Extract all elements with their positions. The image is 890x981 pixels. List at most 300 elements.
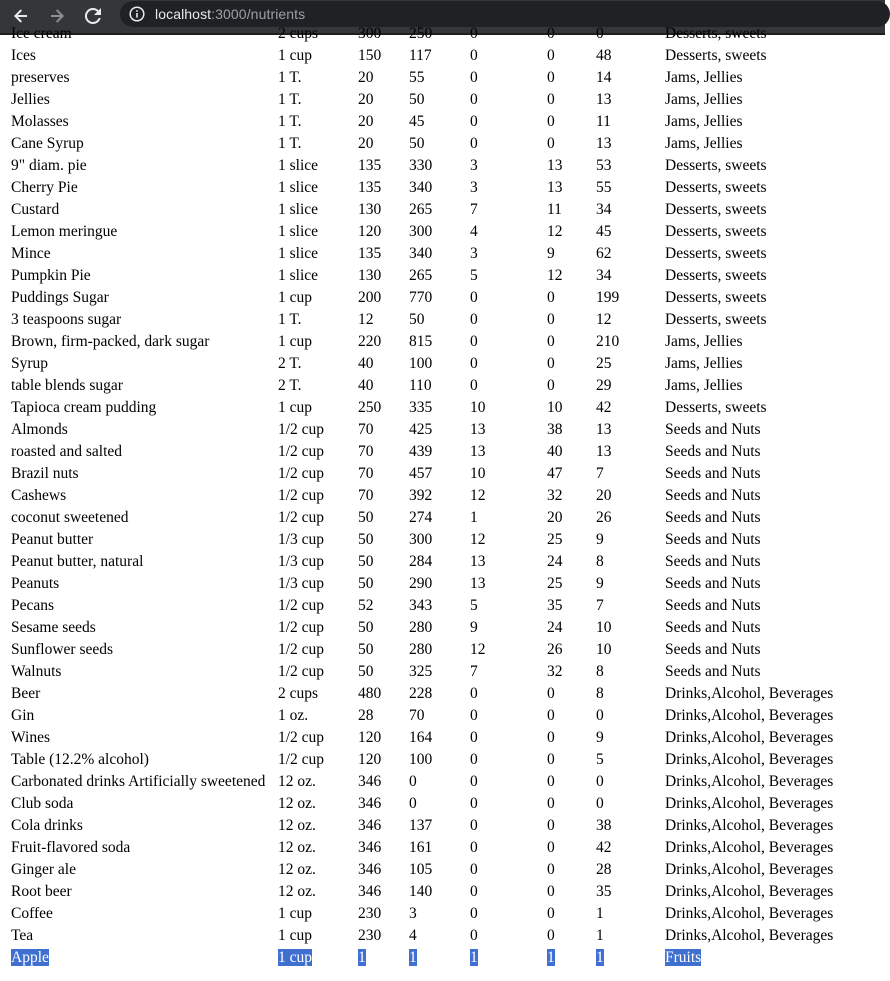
carbs-text: 5	[596, 751, 604, 768]
cell-carbs	[595, 156, 662, 176]
table-row[interactable]	[10, 420, 834, 440]
cell-fat	[546, 90, 593, 110]
grams-text: 20	[358, 113, 374, 130]
table-row[interactable]	[10, 310, 834, 330]
table-row-selected[interactable]	[10, 948, 834, 968]
grams-text: 130	[358, 267, 382, 284]
cell-protein	[469, 464, 544, 484]
measure-text: 1 cup	[278, 47, 313, 64]
cell-carbs	[595, 904, 662, 924]
fat-text: 9	[547, 245, 555, 262]
cell-carbs	[595, 178, 662, 198]
cell-protein	[469, 442, 544, 462]
calories-text: 70	[409, 707, 425, 724]
category-text: Drinks,Alcohol, Beverages	[665, 927, 834, 944]
grams-text: 50	[358, 641, 374, 658]
measure-text: 12 oz.	[278, 839, 316, 856]
cell-food-name	[10, 178, 275, 198]
grams-text: 346	[358, 817, 382, 834]
cell-fat	[546, 376, 593, 396]
table-row[interactable]	[10, 442, 834, 462]
cell-calories	[408, 200, 467, 220]
cell-fat	[546, 200, 593, 220]
measure-text: 1/2 cup	[278, 663, 325, 680]
cell-calories	[408, 266, 467, 286]
table-row[interactable]	[10, 662, 834, 682]
table-row[interactable]	[10, 772, 834, 792]
measure-text: 1 cup	[278, 905, 313, 922]
cell-food-name	[10, 552, 275, 572]
cell-food-name	[10, 200, 275, 220]
calories-text: 457	[409, 465, 433, 482]
cell-carbs	[595, 816, 662, 836]
cell-calories	[408, 772, 467, 792]
fat-text: 0	[547, 355, 555, 372]
table-row[interactable]	[10, 68, 834, 88]
measure-text: 1 T.	[278, 113, 302, 130]
cell-grams	[357, 442, 406, 462]
cell-grams	[357, 640, 406, 660]
table-row[interactable]	[10, 46, 834, 66]
table-row[interactable]	[10, 354, 834, 374]
table-row[interactable]	[10, 838, 834, 858]
grams-text: 200	[358, 289, 382, 306]
food-name-text: Peanut butter, natural	[11, 553, 144, 570]
cell-measure	[277, 244, 355, 264]
grams-text: 346	[358, 773, 382, 790]
cell-calories	[408, 376, 467, 396]
cell-food-name	[10, 772, 275, 792]
cell-grams	[357, 750, 406, 770]
cell-fat	[546, 354, 593, 374]
calories-text: 0	[409, 773, 417, 790]
cell-calories	[408, 178, 467, 198]
cell-calories	[408, 354, 467, 374]
carbs-text: 0	[596, 795, 604, 812]
cell-carbs	[595, 794, 662, 814]
carbs-text: 55	[596, 179, 612, 196]
protein-text: 0	[470, 69, 478, 86]
fat-text: 0	[547, 25, 555, 42]
calories-text: 110	[409, 377, 432, 394]
cell-category	[664, 266, 834, 286]
table-row[interactable]	[10, 244, 834, 264]
protein-text: 0	[470, 751, 478, 768]
protein-text: 5	[470, 597, 478, 614]
cell-food-name	[10, 508, 275, 528]
cell-carbs	[595, 68, 662, 88]
table-row[interactable]	[10, 508, 834, 528]
calories-text: 100	[409, 751, 433, 768]
cell-protein	[469, 332, 544, 352]
grams-text: 40	[358, 377, 374, 394]
cell-protein	[469, 420, 544, 440]
cell-grams	[357, 948, 406, 968]
calories-text: 343	[409, 597, 433, 614]
table-row[interactable]	[10, 156, 834, 176]
cell-protein	[469, 882, 544, 902]
carbs-text: 0	[596, 25, 604, 42]
food-name-text: Cherry Pie	[11, 179, 78, 196]
cell-food-name	[10, 156, 275, 176]
food-name-text: 9" diam. pie	[11, 157, 87, 174]
grams-text: 120	[358, 729, 382, 746]
calories-text: 290	[409, 575, 433, 592]
grams-text: 130	[358, 201, 382, 218]
cell-carbs	[595, 24, 662, 44]
calories-text: 1	[409, 949, 417, 966]
cell-carbs	[595, 508, 662, 528]
cell-protein	[469, 640, 544, 660]
carbs-text: 7	[596, 597, 604, 614]
measure-text: 1/2 cup	[278, 465, 325, 482]
cell-measure	[277, 552, 355, 572]
cell-measure	[277, 904, 355, 924]
food-name-text: Gin	[11, 707, 35, 724]
cell-food-name	[10, 442, 275, 462]
cell-measure	[277, 882, 355, 902]
cell-protein	[469, 156, 544, 176]
cell-fat	[546, 222, 593, 242]
grams-text: 12	[358, 311, 374, 328]
url-path: :3000/nutrients	[211, 6, 306, 22]
cell-calories	[408, 486, 467, 506]
category-text: Jams, Jellies	[665, 113, 743, 130]
food-name-text: Almonds	[11, 421, 68, 438]
cell-category	[664, 112, 834, 132]
cell-measure	[277, 288, 355, 308]
table-row[interactable]	[10, 574, 834, 594]
table-row[interactable]	[10, 376, 834, 396]
carbs-text: 62	[596, 245, 612, 262]
protein-text: 0	[470, 47, 478, 64]
table-row[interactable]	[10, 24, 834, 44]
table-row[interactable]	[10, 486, 834, 506]
cell-fat	[546, 596, 593, 616]
cell-grams	[357, 794, 406, 814]
food-name-text: Custard	[11, 201, 60, 218]
fat-text: 0	[547, 135, 555, 152]
grams-text: 1	[358, 949, 366, 966]
table-row[interactable]	[10, 222, 834, 242]
measure-text: 1 slice	[278, 245, 319, 262]
table-row[interactable]	[10, 706, 834, 726]
protein-text: 0	[470, 927, 478, 944]
cell-protein	[469, 838, 544, 858]
protein-text: 3	[470, 157, 478, 174]
cell-protein	[469, 46, 544, 66]
table-row[interactable]	[10, 266, 834, 286]
cell-fat	[546, 882, 593, 902]
cell-calories	[408, 640, 467, 660]
cell-protein	[469, 24, 544, 44]
table-row[interactable]	[10, 904, 834, 924]
grams-text: 40	[358, 355, 374, 372]
calories-text: 770	[409, 289, 433, 306]
protein-text: 0	[470, 135, 478, 152]
grams-text: 120	[358, 751, 382, 768]
food-name-text: Sesame seeds	[11, 619, 96, 636]
measure-text: 1/2 cup	[278, 729, 325, 746]
fat-text: 20	[547, 509, 563, 526]
cell-measure	[277, 926, 355, 946]
cell-food-name	[10, 574, 275, 594]
cell-food-name	[10, 860, 275, 880]
table-row[interactable]	[10, 618, 834, 638]
cell-food-name	[10, 684, 275, 704]
cell-calories	[408, 728, 467, 748]
table-row[interactable]	[10, 926, 834, 946]
cell-protein	[469, 684, 544, 704]
cell-category	[664, 552, 834, 572]
calories-text: 117	[409, 47, 432, 64]
category-text: Drinks,Alcohol, Beverages	[665, 729, 834, 746]
measure-text: 1/2 cup	[278, 487, 325, 504]
grams-text: 28	[358, 707, 374, 724]
cell-measure	[277, 134, 355, 154]
table-row[interactable]	[10, 112, 834, 132]
category-text: Fruits	[665, 949, 702, 966]
cell-fat	[546, 288, 593, 308]
cell-food-name	[10, 332, 275, 352]
cell-carbs	[595, 684, 662, 704]
food-name-text: roasted and salted	[11, 443, 123, 460]
page-content	[0, 25, 885, 981]
cell-fat	[546, 640, 593, 660]
cell-category	[664, 508, 834, 528]
carbs-text: 1	[596, 927, 604, 944]
category-text: Drinks,Alcohol, Beverages	[665, 751, 834, 768]
grams-text: 20	[358, 91, 374, 108]
table-row[interactable]	[10, 596, 834, 616]
grams-text: 52	[358, 597, 374, 614]
protein-text: 0	[470, 839, 478, 856]
category-text: Seeds and Nuts	[665, 553, 761, 570]
cell-measure	[277, 486, 355, 506]
cell-calories	[408, 90, 467, 110]
cell-fat	[546, 486, 593, 506]
cell-food-name	[10, 750, 275, 770]
cell-carbs	[595, 222, 662, 242]
cell-carbs	[595, 332, 662, 352]
category-text: Seeds and Nuts	[665, 465, 761, 482]
table-row[interactable]	[10, 332, 834, 352]
cell-calories	[408, 838, 467, 858]
calories-text: 300	[409, 531, 433, 548]
table-row[interactable]	[10, 640, 834, 660]
cell-category	[664, 926, 834, 946]
cell-calories	[408, 332, 467, 352]
cell-fat	[546, 46, 593, 66]
cell-food-name	[10, 816, 275, 836]
cell-category	[664, 68, 834, 88]
cell-category	[664, 46, 834, 66]
cell-protein	[469, 178, 544, 198]
site-info-icon[interactable]	[129, 6, 145, 22]
measure-text: 1 T.	[278, 135, 302, 152]
fat-text: 1	[547, 949, 555, 966]
cell-measure	[277, 618, 355, 638]
cell-category	[664, 684, 834, 704]
food-name-text: Coffee	[11, 905, 53, 922]
cell-grams	[357, 728, 406, 748]
cell-protein	[469, 772, 544, 792]
grams-text: 230	[358, 927, 382, 944]
calories-text: 439	[409, 443, 433, 460]
url-host: localhost	[155, 6, 212, 22]
cell-fat	[546, 398, 593, 418]
fat-text: 0	[547, 773, 555, 790]
cell-calories	[408, 46, 467, 66]
cell-protein	[469, 200, 544, 220]
cell-measure	[277, 266, 355, 286]
protein-text: 0	[470, 707, 478, 724]
calories-text: 50	[409, 91, 425, 108]
food-name-text: Root beer	[11, 883, 72, 900]
food-name-text: preserves	[11, 69, 70, 86]
table-row[interactable]	[10, 728, 834, 748]
protein-text: 0	[470, 729, 478, 746]
category-text: Jams, Jellies	[665, 135, 743, 152]
calories-text: 140	[409, 883, 433, 900]
grams-text: 50	[358, 575, 374, 592]
fat-text: 13	[547, 157, 563, 174]
cell-carbs	[595, 926, 662, 946]
cell-measure	[277, 706, 355, 726]
food-name-text: Cashews	[11, 487, 67, 504]
cell-measure	[277, 112, 355, 132]
table-row[interactable]	[10, 530, 834, 550]
table-row[interactable]	[10, 552, 834, 572]
cell-calories	[408, 288, 467, 308]
table-row[interactable]	[10, 464, 834, 484]
cell-protein	[469, 794, 544, 814]
url-text[interactable]	[155, 6, 305, 22]
measure-text: 2 cups	[278, 25, 319, 42]
table-row[interactable]	[10, 816, 834, 836]
fat-text: 13	[547, 179, 563, 196]
protein-text: 10	[470, 399, 486, 416]
table-row[interactable]	[10, 200, 834, 220]
cell-protein	[469, 288, 544, 308]
cell-category	[664, 904, 834, 924]
fat-text: 25	[547, 531, 563, 548]
cell-category	[664, 530, 834, 550]
table-row[interactable]	[10, 794, 834, 814]
cell-category	[664, 398, 834, 418]
cell-grams	[357, 354, 406, 374]
cell-calories	[408, 794, 467, 814]
cell-grams	[357, 838, 406, 858]
cell-food-name	[10, 486, 275, 506]
carbs-text: 13	[596, 135, 612, 152]
measure-text: 1 T.	[278, 311, 302, 328]
measure-text: 12 oz.	[278, 817, 316, 834]
grams-text: 150	[358, 47, 382, 64]
table-row[interactable]	[10, 178, 834, 198]
table-row[interactable]	[10, 288, 834, 308]
cell-grams	[357, 222, 406, 242]
cell-calories	[408, 464, 467, 484]
grams-text: 230	[358, 905, 382, 922]
cell-food-name	[10, 24, 275, 44]
table-row[interactable]	[10, 90, 834, 110]
carbs-text: 11	[596, 113, 611, 130]
category-text: Seeds and Nuts	[665, 663, 761, 680]
category-text: Desserts, sweets	[665, 223, 767, 240]
fat-text: 0	[547, 707, 555, 724]
cell-protein	[469, 926, 544, 946]
cell-protein	[469, 222, 544, 242]
measure-text: 1 slice	[278, 179, 319, 196]
measure-text: 12 oz.	[278, 795, 316, 812]
protein-text: 1	[470, 949, 478, 966]
table-row[interactable]	[10, 134, 834, 154]
cell-fat	[546, 684, 593, 704]
category-text: Seeds and Nuts	[665, 641, 761, 658]
cell-grams	[357, 68, 406, 88]
cell-calories	[408, 882, 467, 902]
cell-calories	[408, 750, 467, 770]
measure-text: 2 T.	[278, 355, 302, 372]
category-text: Jams, Jellies	[665, 69, 743, 86]
cell-food-name	[10, 134, 275, 154]
cell-fat	[546, 772, 593, 792]
calories-text: 300	[409, 223, 433, 240]
cell-calories	[408, 926, 467, 946]
table-row[interactable]	[10, 398, 834, 418]
measure-text: 2 T.	[278, 377, 302, 394]
protein-text: 0	[470, 817, 478, 834]
carbs-text: 25	[596, 355, 612, 372]
table-row[interactable]	[10, 882, 834, 902]
cell-carbs	[595, 90, 662, 110]
cell-carbs	[595, 266, 662, 286]
food-name-text: Pumpkin Pie	[11, 267, 91, 284]
carbs-text: 9	[596, 729, 604, 746]
cell-category	[664, 948, 834, 968]
grams-text: 250	[358, 399, 382, 416]
food-name-text: Ices	[11, 47, 36, 64]
carbs-text: 42	[596, 399, 612, 416]
table-row[interactable]	[10, 750, 834, 770]
calories-text: 265	[409, 201, 433, 218]
cell-calories	[408, 222, 467, 242]
cell-fat	[546, 464, 593, 484]
cell-category	[664, 442, 834, 462]
table-row[interactable]	[10, 860, 834, 880]
category-text: Seeds and Nuts	[665, 421, 761, 438]
grams-text: 50	[358, 663, 374, 680]
cell-grams	[357, 376, 406, 396]
grams-text: 346	[358, 883, 382, 900]
carbs-text: 13	[596, 421, 612, 438]
measure-text: 1/2 cup	[278, 619, 325, 636]
cell-fat	[546, 860, 593, 880]
category-text: Seeds and Nuts	[665, 443, 761, 460]
grams-text: 50	[358, 531, 374, 548]
calories-text: 284	[409, 553, 433, 570]
grams-text: 70	[358, 421, 374, 438]
carbs-text: 7	[596, 465, 604, 482]
calories-text: 50	[409, 311, 425, 328]
cell-calories	[408, 156, 467, 176]
fat-text: 24	[547, 553, 563, 570]
calories-text: 340	[409, 179, 433, 196]
category-text: Drinks,Alcohol, Beverages	[665, 795, 834, 812]
cell-fat	[546, 332, 593, 352]
table-row[interactable]	[10, 684, 834, 704]
